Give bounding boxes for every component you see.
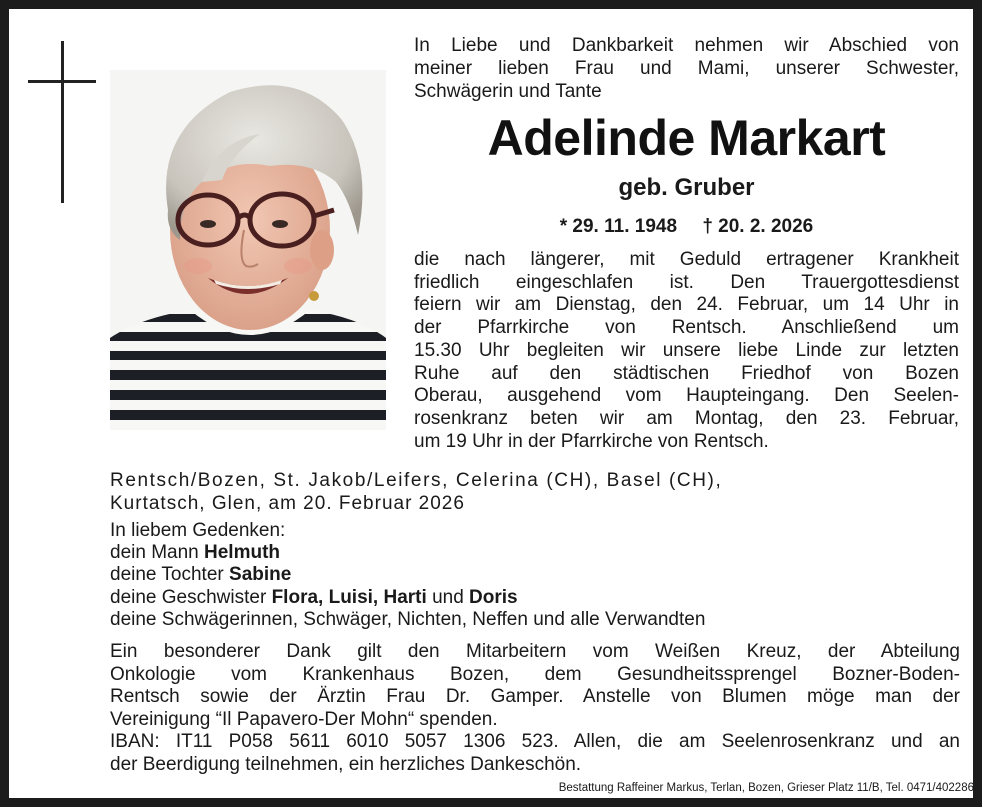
thanks-line: Vereinigung “Il Papavero-Der Mohn“ spenden. <box>110 708 498 730</box>
daughter-name: Sabine <box>229 564 292 586</box>
body-line: Ruhe auf den städtischen Friedhof von Bozen <box>414 362 959 384</box>
intro-line: In Liebe und Dankbarkeit nehmen wir Abschied von <box>414 35 959 56</box>
mourner-husband: dein Mann Helmuth <box>110 542 281 564</box>
birth-date: * 29. 11. 1948 <box>559 216 678 237</box>
body-line: um 19 Uhr in der Pfarrkirche von Rentsch. <box>414 430 769 452</box>
thanks-line: Onkologie vom Krankenhaus Bozen, dem Gesundheitssprengel Bozner-Boden- <box>110 663 960 685</box>
places-and-date <box>110 469 960 515</box>
body-line: die nach längerer, mit Geduld ertragener Krankheit <box>414 249 959 270</box>
body-line: 15.30 Uhr begleiten wir unsere liebe Linde zur letzten <box>414 339 959 361</box>
cross-icon <box>28 41 96 203</box>
funeral-home-footer: Bestattung Raffeiner Markus, Terlan, Bozen, Grieser Platz 11/B, Tel. 0471/402286 <box>558 782 974 794</box>
thanks-line: IBAN: IT11 P058 5611 6010 5057 1306 523. Allen, die am Seelenrosenkranz und an <box>110 731 960 752</box>
mourner-daughter: deine Tochter Sabine <box>110 564 292 586</box>
body-line: rosenkranz beten wir am Montag, den 23. Februar, <box>414 407 959 429</box>
siblings-names: Flora, Luisi, Harti <box>271 586 427 608</box>
thanks-line: der Beerdigung teilnehmen, ein herzliches Dankeschön. <box>110 753 582 775</box>
mourner-siblings: deine Geschwister Flora, Luisi, Harti und Doris <box>110 586 518 608</box>
places-line: Rentsch/Bozen, St. Jakob/Leifers, Celerina (CH), Basel (CH), <box>110 470 723 491</box>
deceased-name: Adelinde Markart <box>487 110 886 166</box>
thanks-line: Ein besonderer Dank gilt den Mitarbeitern vom Weißen Kreuz, der Abteilung <box>110 641 960 662</box>
death-date: † 20. 2. 2026 <box>702 216 814 237</box>
body-line: Oberau, ausgehend vom Haupteingang. Den Seelen- <box>414 385 959 407</box>
intro-line: meiner lieben Frau und Mami, unserer Schwester, <box>414 58 959 79</box>
intro-line: Schwägerin und Tante <box>414 81 602 102</box>
mourner-relatives: deine Schwägerinnen, Schwäger, Nichten, Neffen und alle Verwandten <box>110 608 706 630</box>
intro-text <box>414 34 959 103</box>
portrait-photo <box>110 70 386 430</box>
service-details <box>414 249 959 453</box>
sibling-last-name: Doris <box>469 586 518 608</box>
body-line: der Pfarrkirche von Rentsch. Anschließend um <box>414 317 959 339</box>
thanks-line: Rentsch sowie der Ärztin Frau Dr. Gamper. Anstelle von Blumen möge man der <box>110 686 960 707</box>
acknowledgements <box>110 641 960 776</box>
husband-name: Helmuth <box>204 542 281 564</box>
body-line: friedlich eingeschlafen ist. Den Trauergottesdienst <box>414 271 959 293</box>
body-line: feiern wir am Dienstag, den 24. Februar, um 14 Uhr in <box>414 294 959 316</box>
mourners-list <box>110 520 960 631</box>
places-line: Kurtatsch, Glen, am 20. Februar 2026 <box>110 493 465 514</box>
maiden-name: geb. Gruber <box>618 174 755 201</box>
memory-heading: In liebem Gedenken: <box>110 520 286 541</box>
life-dates <box>414 214 959 240</box>
